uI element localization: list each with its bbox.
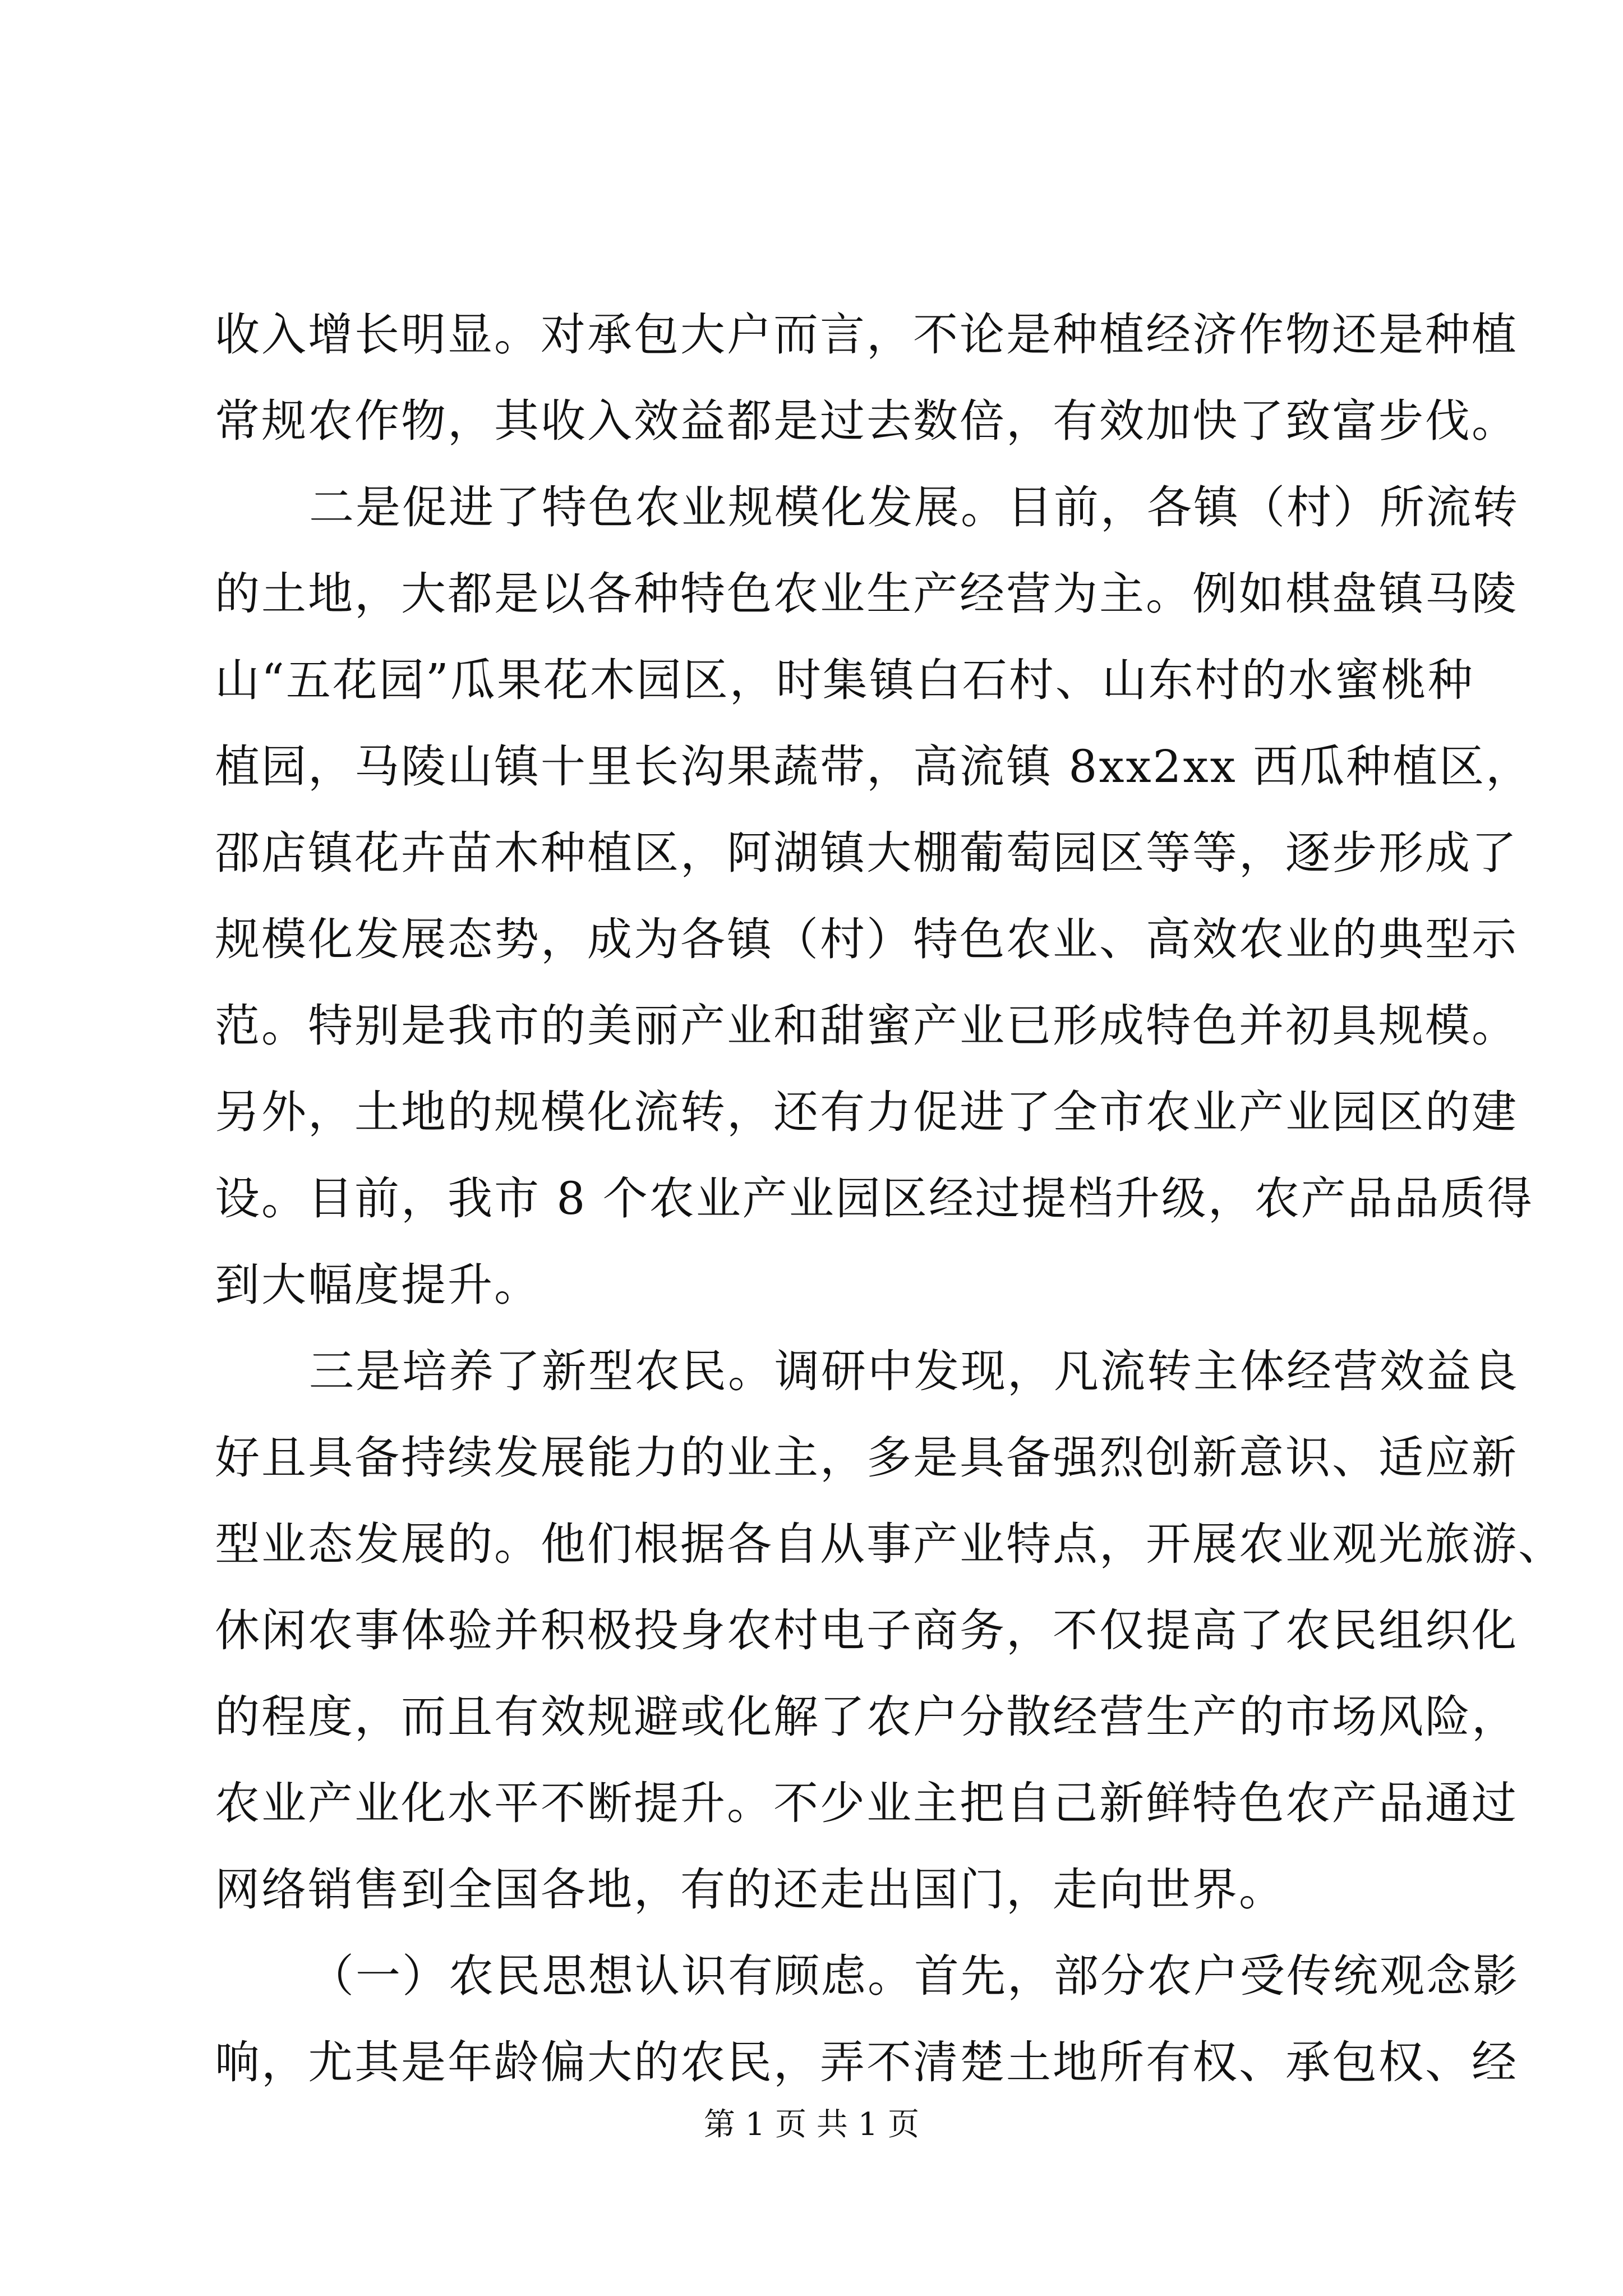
text-line: 收入增长明显。对承包大户而言，不论是种植经济作物还是种植 <box>215 309 1518 361</box>
text-line: 的程度，而且有效规避或化解了农户分散经营生产的市场风险， <box>215 1691 1518 1743</box>
text-line: 响，尤其是年龄偏大的农民，弄不清楚土地所有权、承包权、经 <box>215 2036 1518 2088</box>
paragraph-start-line: （一）农民思想认识有顾虑。首先，部分农户受传统观念影 <box>309 1950 1519 2002</box>
text-line: 网络销售到全国各地，有的还走出国门，走向世界。 <box>215 1864 1285 1916</box>
text-line: 山“五花园”瓜果花木园区，时集镇白石村、山东村的水蜜桃种 <box>215 654 1474 706</box>
paragraph-start-line: 二是促进了特色农业规模化发展。目前，各镇（村）所流转 <box>309 481 1519 533</box>
text-line: 设。目前，我市 8 个农业产业园区经过提档升级，农产品品质得 <box>215 1172 1534 1225</box>
paragraph-start-line: 三是培养了新型农民。调研中发现，凡流转主体经营效益良 <box>309 1345 1519 1397</box>
text-line: 农业产业化水平不断提升。不少业主把自己新鲜特色农产品通过 <box>215 1777 1518 1829</box>
document-body <box>215 292 1565 2106</box>
text-line: 休闲农事体验并积极投身农村电子商务，不仅提高了农民组织化 <box>215 1604 1518 1657</box>
text-line: 型业态发展的。他们根据各自从事产业特点，开展农业观光旅游、 <box>215 1518 1565 1570</box>
text-line: 植园，马陵山镇十里长沟果蔬带，高流镇 8xx2xx 西瓜种植区， <box>215 740 1533 793</box>
text-line: 邵店镇花卉苗木种植区，阿湖镇大棚葡萄园区等等，逐步形成了 <box>215 827 1518 879</box>
text-line: 常规农作物，其收入效益都是过去数倍，有效加快了致富步伐。 <box>215 395 1518 447</box>
text-line: 规模化发展态势，成为各镇（村）特色农业、高效农业的典型示 <box>215 913 1518 965</box>
text-line: 好且具备持续发展能力的业主，多是具备强烈创新意识、适应新 <box>215 1432 1518 1484</box>
text-line: 范。特别是我市的美丽产业和甜蜜产业已形成特色并初具规模。 <box>215 1000 1518 1052</box>
text-line: 到大幅度提升。 <box>215 1259 541 1311</box>
text-line: 另外，土地的规模化流转，还有力促进了全市农业产业园区的建 <box>215 1086 1518 1138</box>
page-number-footer: 第 1 页 共 1 页 <box>703 2106 920 2143</box>
text-line: 的土地，大都是以各种特色农业生产经营为主。例如棋盘镇马陵 <box>215 568 1518 620</box>
